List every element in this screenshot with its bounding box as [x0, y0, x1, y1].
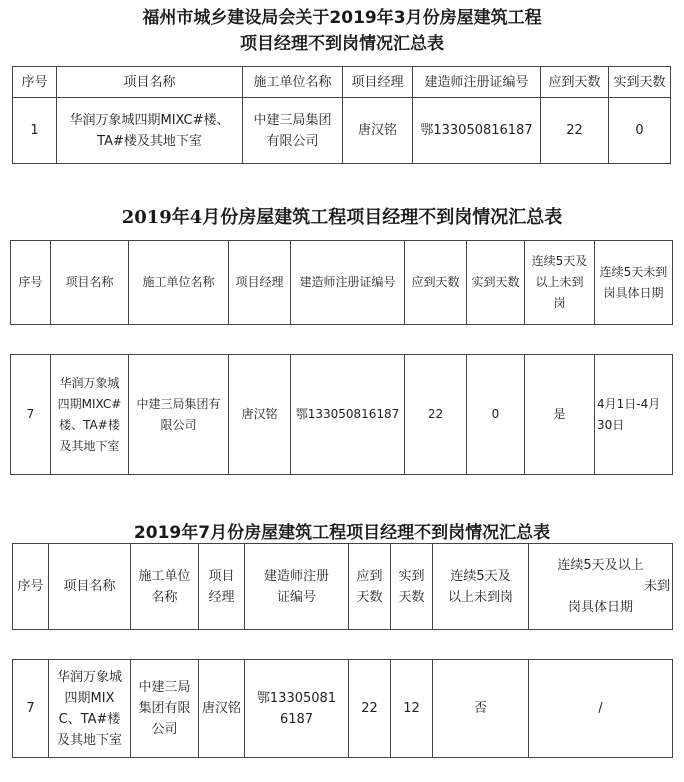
spacer-row — [11, 325, 673, 355]
project-name — [51, 355, 129, 475]
due-days: 22 — [541, 98, 609, 164]
header-line: 连续5天及 — [531, 254, 588, 268]
header-line: 连续5天及 — [450, 568, 511, 584]
header-cell — [433, 544, 529, 630]
consecutive-absent: 是 — [525, 355, 595, 475]
header-line: 以上未到 — [535, 275, 584, 289]
cert-number — [245, 660, 349, 758]
project-name — [49, 660, 131, 758]
header-cell: 序号 — [11, 241, 51, 325]
row-index: 7 — [11, 355, 51, 475]
company-line: 中建三局集团有 — [136, 396, 221, 411]
header-cell: 序号 — [13, 67, 57, 98]
table-row — [13, 660, 673, 758]
header-cell: 实到天数 — [467, 241, 525, 325]
report2-header-row — [11, 241, 673, 325]
manager-name: 唐汉铭 — [229, 355, 291, 475]
project-name-line: 四期MIX — [64, 690, 115, 706]
company-line: 中建三局 — [138, 680, 191, 695]
header-cell — [131, 544, 199, 630]
header-line: 岗具体日期 — [567, 600, 633, 615]
company-line: 公司 — [151, 722, 178, 737]
report1-header-row — [13, 67, 671, 98]
header-cell — [349, 544, 391, 630]
company-line: 有限公司 — [266, 133, 319, 149]
header-line: 连续5天未到 — [599, 264, 668, 279]
header-line: 以上未到岗 — [447, 589, 513, 605]
header-cell: 建造师注册证编号 — [413, 67, 541, 98]
project-name-line: 华润万象城 — [59, 375, 120, 390]
header-cell — [199, 544, 245, 630]
project-name-line: 华润万象城四期MIXC#楼、 — [69, 112, 230, 128]
report1-table — [12, 66, 671, 164]
company-name — [131, 660, 199, 758]
company-line: 集团有限 — [138, 701, 191, 716]
actual-days: 12 — [391, 660, 433, 758]
header-line: 连续5天及以上 — [557, 558, 644, 573]
cert-number: 鄂133050816187 — [413, 98, 541, 164]
report3-table — [12, 543, 673, 758]
project-name-line: C、TA#楼 — [58, 711, 121, 727]
header-line: 未到 — [643, 579, 670, 594]
header-line: 岗 — [553, 296, 566, 310]
project-name — [57, 98, 243, 164]
header-cell — [391, 544, 433, 630]
absent-dates — [595, 355, 673, 475]
header-line: 实到 — [398, 568, 425, 584]
header-cell — [595, 241, 673, 325]
header-cell: 序号 — [13, 544, 49, 630]
header-cell: 项目名称 — [57, 67, 243, 98]
actual-days: 0 — [609, 98, 671, 164]
header-cell: 项目名称 — [49, 544, 131, 630]
header-line: 名称 — [151, 589, 178, 605]
header-cell: 施工单位名称 — [243, 67, 343, 98]
project-name-line: 及其地下室 — [59, 438, 120, 453]
company-name — [243, 98, 343, 164]
header-cell: 施工单位名称 — [129, 241, 229, 325]
report3-title: 2019年7月份房屋建筑工程项目经理不到岗情况汇总表 — [133, 523, 551, 543]
header-cell: 项目经理 — [343, 67, 413, 98]
header-cell: 项目名称 — [51, 241, 129, 325]
company-line: 限公司 — [160, 417, 197, 432]
project-name-line: 四期MIXC# — [57, 396, 122, 411]
row-index: 7 — [13, 660, 49, 758]
table-row — [11, 355, 673, 475]
header-cell — [525, 241, 595, 325]
header-cell — [529, 544, 673, 630]
header-line: 施工单位 — [138, 568, 191, 584]
due-days: 22 — [405, 355, 467, 475]
header-line: 经理 — [208, 589, 235, 605]
header-line: 岗具体日期 — [603, 285, 664, 300]
project-name-line: 华润万象城 — [56, 669, 122, 685]
header-cell: 建造师注册证编号 — [291, 241, 405, 325]
header-cell: 项目经理 — [229, 241, 291, 325]
header-cell — [245, 544, 349, 630]
report1-title-line2: 项目经理不到岗情况汇总表 — [240, 34, 444, 54]
company-name — [129, 355, 229, 475]
row-index: 1 — [13, 98, 57, 164]
table-row — [13, 98, 671, 164]
report1-title-line1: 福州市城乡建设局会关于2019年3月份房屋建筑工程 — [142, 8, 542, 28]
cert-line: 鄂13305081 — [256, 690, 337, 706]
spacer-cell — [11, 325, 673, 355]
consecutive-absent: 否 — [433, 660, 529, 758]
manager-name: 唐汉铭 — [343, 98, 413, 164]
report3-header-row — [13, 544, 673, 630]
header-cell: 应到天数 — [541, 67, 609, 98]
header-cell: 应到天数 — [405, 241, 467, 325]
report2-title: 2019年4月份房屋建筑工程项目经理不到岗情况汇总表 — [121, 207, 563, 228]
due-days: 22 — [349, 660, 391, 758]
header-line: 建造师注册 — [263, 568, 329, 584]
dates-line: 30日 — [597, 417, 625, 432]
header-line: 应到 — [356, 568, 383, 584]
dates-line: 4月1日-4月 — [597, 396, 661, 411]
report2-table — [10, 240, 673, 475]
header-cell: 实到天数 — [609, 67, 671, 98]
actual-days: 0 — [467, 355, 525, 475]
cert-line: 6187 — [279, 711, 314, 727]
project-name-line: TA#楼及其地下室 — [97, 133, 202, 149]
project-name-line: 楼、TA#楼 — [59, 417, 120, 432]
cert-number: 鄂133050816187 — [291, 355, 405, 475]
spacer-row — [13, 630, 673, 660]
header-line: 项目 — [208, 568, 235, 584]
header-line: 天数 — [398, 589, 425, 605]
spacer-cell — [13, 630, 673, 660]
company-line: 中建三局集团 — [253, 112, 332, 128]
project-name-line: 及其地下室 — [56, 732, 122, 748]
header-line: 天数 — [356, 589, 383, 605]
header-line: 证编号 — [276, 589, 316, 605]
absent-dates: / — [529, 660, 673, 758]
manager-name: 唐汉铭 — [199, 660, 245, 758]
